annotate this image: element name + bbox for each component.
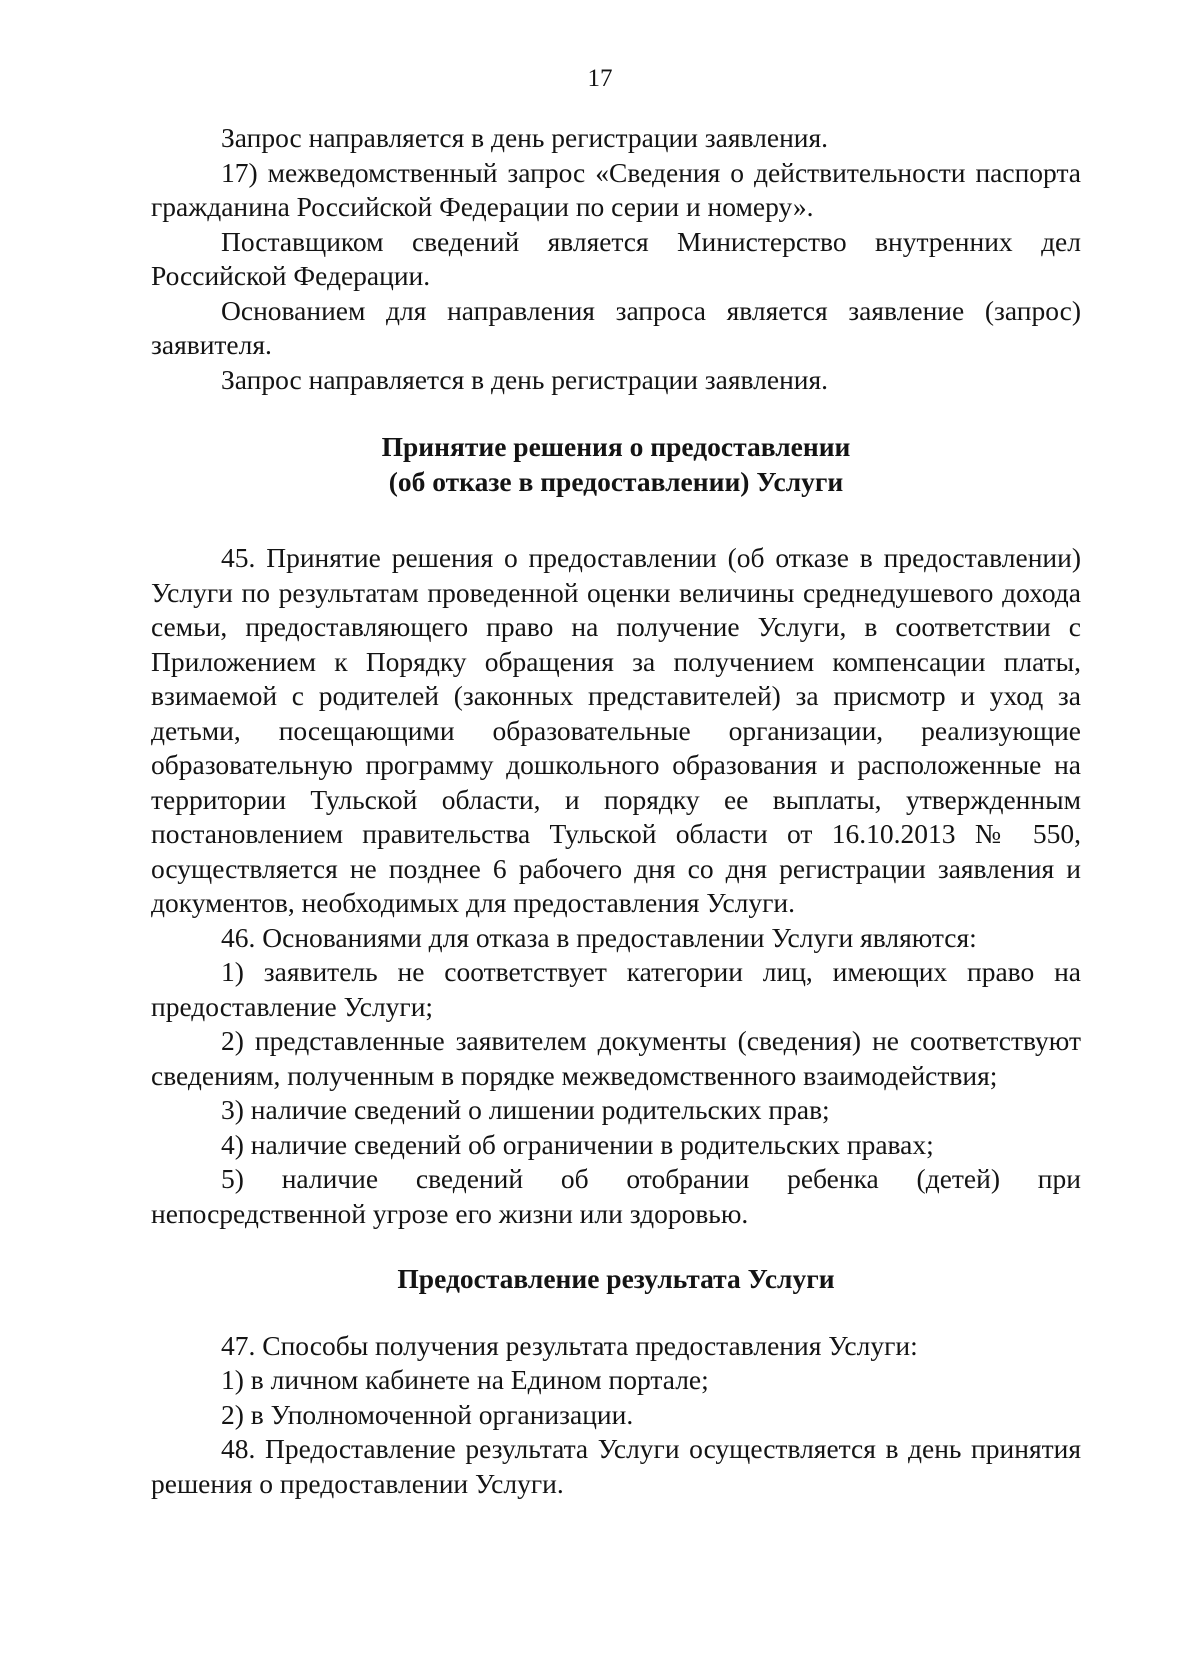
- paragraph: Запрос направляется в день регистрации заявления.: [221, 122, 829, 153]
- section-heading-line: (об отказе в предоставлении) Услуги: [388, 465, 844, 497]
- spacer: [151, 1297, 1081, 1329]
- spacer: [151, 499, 1081, 541]
- paragraph: 2) в Уполномоченной организации.: [221, 1398, 634, 1430]
- paragraph: 46. Основаниями для отказа в предоставлении Услуги являются:: [221, 921, 977, 953]
- section-heading: Предоставление результата Услуги: [397, 1263, 835, 1294]
- paragraph: 4) наличие сведений об ограничении в родительских правах;: [221, 1128, 934, 1160]
- paragraph: 48. Предоставление результата Услуги осуществляется в день принятия решения о предоставлении Услуги.: [151, 1433, 1081, 1499]
- document-body: [151, 121, 1081, 1501]
- paragraph: Поставщиком сведений является Министерство внутренних дел Российской Федерации.: [151, 225, 1081, 291]
- spacer: [151, 1231, 1081, 1262]
- paragraph: 1) заявитель не соответствует категории лиц, имеющих право на предоставление Услуги;: [151, 956, 1081, 1022]
- paragraph: 17) межведомственный запрос «Сведения о действительности паспорта гражданина Российской Федерации по серии и номеру».: [151, 156, 1081, 222]
- page-number: 17: [587, 65, 613, 92]
- paragraph: Основанием для направления запроса является заявление (запрос) заявителя.: [151, 294, 1081, 360]
- paragraph: 47. Способы получения результата предоставления Услуги:: [221, 1329, 918, 1361]
- paragraph: 45. Принятие решения о предоставлении (об отказе в предоставлении) Услуги по результатам проведенной оценки величины среднедушевого дохода семьи, предоставляющего право на получение Услуги, в соответствии с Приложением к Порядку обращения за получением компенсации платы, взимаемой с родителей (законных представителей) за присмотр и уход за детьми, посещающими образовательные организации, реализующие образовательную программу дошкольного образования и расположенные на территории Тульской области, и порядку ее выплаты, утвержденным постановлением правительства Тульской области от 16.10.2013 № 550, осуществляется не позднее 6 рабочего дня со дня регистрации заявления и документов, необходимых для предоставления Услуги.: [151, 542, 1081, 918]
- paragraph: 1) в личном кабинете на Едином портале;: [221, 1364, 709, 1395]
- paragraph: 5) наличие сведений об отобрании ребенка (детей) при непосредственной угрозе его жизни или здоровью.: [151, 1163, 1081, 1229]
- paragraph: 2) представленные заявителем документы (сведения) не соответствуют сведениям, полученным в порядке межведомственного взаимодействия;: [151, 1025, 1081, 1091]
- paragraph: Запрос направляется в день регистрации заявления.: [221, 363, 829, 395]
- spacer: [151, 397, 1081, 430]
- section-heading-line: Принятие решения о предоставлении: [381, 431, 851, 462]
- paragraph: 3) наличие сведений о лишении родительских прав;: [221, 1094, 830, 1125]
